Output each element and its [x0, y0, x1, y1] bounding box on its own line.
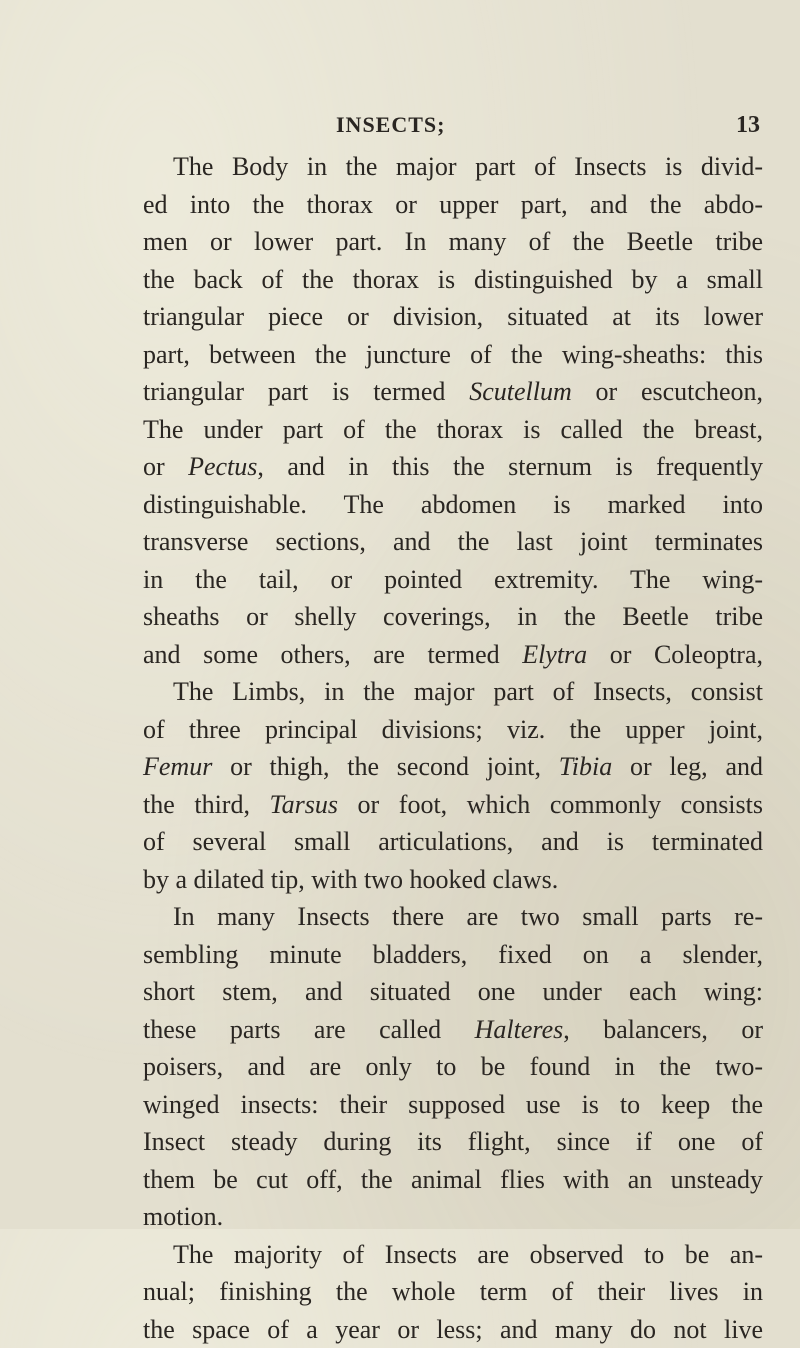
text-line: in the tail, or pointed extremity. The wing- — [143, 561, 763, 599]
text-line: short stem, and situated one under each wing: — [143, 973, 763, 1011]
text-line: Insect steady during its flight, since if one of — [143, 1123, 763, 1161]
text-line: transverse sections, and the last joint terminates — [143, 523, 763, 561]
text-line: distinguishable. The abdomen is marked into — [143, 486, 763, 524]
text-line: part, between the juncture of the wing-sheaths: this — [143, 336, 763, 374]
text-line: the third, Tarsus or foot, which commonly consists — [143, 786, 763, 824]
text-line: the back of the thorax is distinguished by a small — [143, 261, 763, 299]
text-line: sheaths or shelly coverings, in the Beetle tribe — [143, 598, 763, 636]
text-line: The under part of the thorax is called the breast, — [143, 411, 763, 449]
text-line: ed into the thorax or upper part, and the abdo- — [143, 186, 763, 224]
text-line: motion. — [143, 1198, 763, 1236]
text-line: triangular piece or division, situated at its lower — [143, 298, 763, 336]
page-number: 13 — [736, 112, 760, 139]
text-line: of three principal divisions; viz. the upper joint, — [143, 711, 763, 749]
text-line: them be cut off, the animal flies with an unsteady — [143, 1161, 763, 1199]
text-line: men or lower part. In many of the Beetle tribe — [143, 223, 763, 261]
text-line: winged insects: their supposed use is to keep the — [143, 1086, 763, 1124]
text-line: by a dilated tip, with two hooked claws. — [143, 861, 763, 899]
text-line: these parts are called Halteres, balancers, or — [143, 1011, 763, 1049]
text-line: In many Insects there are two small parts re- — [143, 898, 763, 936]
text-line: poisers, and are only to be found in the two- — [143, 1048, 763, 1086]
text-line: The majority of Insects are observed to be an- — [143, 1236, 763, 1274]
text-line: the space of a year or less; and many do not live — [143, 1311, 763, 1348]
running-title: INSECTS; — [336, 112, 445, 138]
text-line: sembling minute bladders, fixed on a slender, — [143, 936, 763, 974]
text-line: triangular part is termed Scutellum or escutcheon, — [143, 373, 763, 411]
text-line: Femur or thigh, the second joint, Tibia or leg, and — [143, 748, 763, 786]
text-line: nual; finishing the whole term of their lives in — [143, 1273, 763, 1311]
text-line: or Pectus, and in this the sternum is frequently — [143, 448, 763, 486]
body-text — [143, 148, 763, 1348]
text-line: The Limbs, in the major part of Insects, consist — [143, 673, 763, 711]
text-line: of several small articulations, and is terminated — [143, 823, 763, 861]
running-head — [150, 112, 760, 146]
text-line: and some others, are termed Elytra or Coleoptra, — [143, 636, 763, 674]
text-line: The Body in the major part of Insects is divid- — [143, 148, 763, 186]
